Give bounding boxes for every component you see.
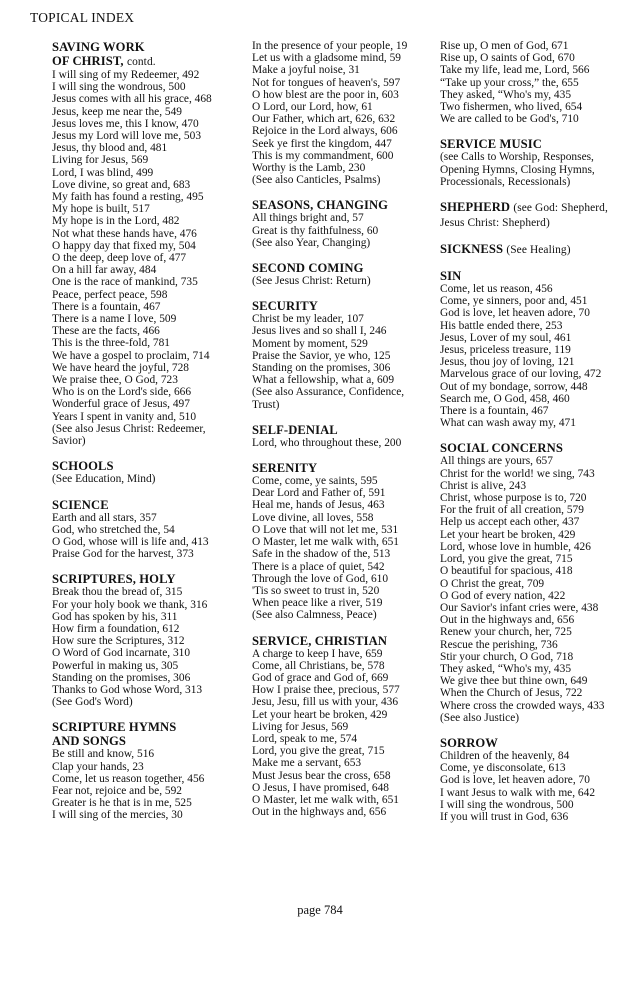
index-entry: Christ be my leader, 107 (252, 313, 364, 326)
index-entry: Great is thy faithfulness, 60 (252, 224, 379, 237)
index-section (52, 40, 240, 447)
index-entry: Living for Jesus, 569 (252, 720, 349, 733)
index-section (252, 40, 428, 186)
index-entry: Our Father, which art, 626, 632 (252, 113, 396, 126)
index-entry: What can wash away my, 471 (440, 417, 576, 430)
index-entry: My hope is in the Lord, 482 (52, 215, 180, 228)
index-column-1 (52, 40, 240, 835)
section-heading (252, 634, 428, 648)
index-entry: We have heard the joyful, 728 (52, 361, 189, 374)
index-entry: Lord, speak to me, 574 (252, 732, 358, 745)
index-entry: Come, ye sinners, poor and, 451 (440, 295, 588, 308)
index-entry: Rise up, O men of God, 671 (440, 40, 569, 52)
heading-text: SCHOOLS (52, 459, 114, 474)
index-entry: O beautiful for spacious, 418 (440, 565, 573, 578)
index-entry: Let your heart be broken, 429 (252, 708, 388, 721)
index-entry: Earth and all stars, 357 (52, 511, 157, 524)
index-entry: Greater is he that is in me, 525 (52, 797, 192, 810)
index-entry: Come, come, ye saints, 595 (252, 475, 378, 488)
heading-cross-reference: (See Healing) (506, 244, 571, 257)
index-entry: I will sing the wondrous, 500 (440, 798, 574, 811)
section-heading (252, 261, 428, 275)
heading-text: OF CHRIST, (52, 54, 124, 68)
index-entry: Jesus lives and so shall I, 246 (252, 325, 387, 338)
index-section (440, 200, 626, 230)
index-entry: My hope is built, 517 (52, 203, 150, 216)
heading-text: SECOND COMING (252, 261, 364, 276)
heading-text: SCRIPTURE HYMNS (52, 720, 177, 735)
index-entry: Take my life, lead me, Lord, 566 (440, 64, 590, 77)
index-section (52, 498, 240, 561)
index-entry: Christ, whose purpose is to, 720 (440, 492, 587, 505)
index-entry: My faith has found a resting, 495 (52, 191, 204, 204)
index-entry: Fear not, rejoice and be, 592 (52, 784, 182, 797)
index-entry: When peace like a river, 519 (252, 597, 383, 610)
heading-text: SIN (440, 269, 462, 284)
index-entry: Heal me, hands of Jesus, 463 (252, 499, 385, 512)
page-title: TOPICAL INDEX (30, 10, 135, 25)
index-entry: For your holy book we thank, 316 (52, 598, 208, 611)
index-entry: Jesus, Lover of my soul, 461 (440, 331, 572, 344)
index-entry: I will sing of my Redeemer, 492 (52, 69, 200, 81)
heading-text: SCRIPTURES, HOLY (52, 572, 176, 587)
index-entry: (See Education, Mind) (52, 473, 156, 486)
index-section (252, 261, 428, 287)
heading-text: SOCIAL CONCERNS (440, 441, 563, 456)
index-entry: Rise up, O saints of God, 670 (440, 52, 575, 65)
index-entry: Come, all Christians, be, 578 (252, 659, 385, 672)
index-section (440, 40, 626, 125)
index-entry: “Take up your cross,” the, 655 (440, 76, 579, 89)
index-column-2 (252, 40, 428, 835)
index-section (252, 423, 428, 449)
index-section (252, 198, 428, 249)
section-heading (52, 459, 240, 473)
heading-text: SICKNESS (440, 242, 504, 257)
index-entry: O happy day that fixed my, 504 (52, 239, 196, 252)
index-entry: Dear Lord and Father of, 591 (252, 487, 386, 500)
index-entry: A charge to keep I have, 659 (252, 647, 383, 660)
index-section (440, 441, 626, 723)
index-entry: God is love, let heaven adore, 70 (440, 307, 590, 320)
index-entry: (See also Assurance, Confidence, Trust) (252, 386, 405, 411)
index-entry: O Jesus, I have promised, 648 (252, 781, 389, 794)
index-entry: I will sing the wondrous, 500 (52, 81, 186, 94)
index-entry: Years I spent in vanity and, 510 (52, 410, 197, 423)
index-entry: Moment by moment, 529 (252, 337, 368, 350)
index-entry: O Christ the great, 709 (440, 577, 545, 590)
index-section (52, 720, 240, 821)
index-entry: We are called to be God's, 710 (440, 113, 579, 126)
index-entry: All things bright and, 57 (252, 212, 364, 225)
index-entry: We have a gospel to proclaim, 714 (52, 349, 210, 362)
index-entry: (See also Year, Changing) (252, 236, 371, 249)
index-entry: Make me a servant, 653 (252, 757, 362, 770)
index-entry: Jesus, thou joy of loving, 121 (440, 356, 575, 369)
index-entry: One is the race of mankind, 735 (52, 276, 198, 289)
index-entry: On a hill far away, 484 (52, 264, 157, 277)
index-entry: Standing on the promises, 306 (52, 671, 191, 684)
index-entry: Who is on the Lord's side, 666 (52, 386, 192, 399)
index-entry: How I praise thee, precious, 577 (252, 684, 400, 697)
heading-text: SERENITY (252, 461, 318, 476)
section-heading (52, 40, 240, 69)
index-entry: Lord, you give the great, 715 (252, 745, 385, 758)
index-entry: Jesus comes with all his grace, 468 (52, 93, 212, 106)
index-entry: (See also Jesus Christ: Redeemer, Savior) (52, 422, 206, 448)
section-heading (440, 137, 626, 151)
section-heading (252, 461, 428, 475)
index-entry: Out in the highways and, 656 (252, 806, 387, 819)
index-entry: There is a fountain, 467 (440, 405, 549, 418)
index-entry: Clap your hands, 23 (52, 760, 144, 773)
index-entry: Stir your church, O God, 718 (440, 650, 574, 663)
index-entry: Love divine, all loves, 558 (252, 511, 374, 524)
index-columns (52, 40, 626, 835)
index-entry: Christ for the world! we sing, 743 (440, 467, 595, 480)
index-entry: These are the facts, 466 (52, 325, 160, 338)
index-entry: Jesus my Lord will love me, 503 (52, 130, 202, 143)
index-entry: Must Jesus bear the cross, 658 (252, 769, 391, 782)
heading-text: SERVICE, CHRISTIAN (252, 633, 388, 648)
index-entry: O Master, let me walk with, 651 (252, 536, 399, 549)
index-entry: Powerful in making us, 305 (52, 659, 179, 672)
section-heading (52, 720, 240, 748)
index-entry: Let us with a gladsome mind, 59 (252, 52, 402, 65)
index-entry: Christ is alive, 243 (440, 479, 527, 492)
index-entry: They asked, “Who's my, 435 (440, 88, 572, 101)
index-entry: When the Church of Jesus, 722 (440, 687, 583, 700)
index-entry: Let your heart be broken, 429 (440, 528, 576, 541)
index-entry: O God, whose will is life and, 413 (52, 535, 209, 548)
index-entry: Jesus, thy blood and, 481 (52, 142, 168, 155)
index-entry: They asked, “Who's my, 435 (440, 662, 572, 675)
heading-text: AND SONGS (52, 734, 127, 749)
index-section (440, 242, 626, 257)
index-entry: Be still and know, 516 (52, 748, 155, 761)
section-heading (440, 736, 626, 750)
index-entry: For the fruit of all creation, 579 (440, 504, 584, 517)
section-heading (52, 498, 240, 512)
index-entry: O the deep, deep love of, 477 (52, 252, 187, 265)
index-entry: O Lord, our Lord, how, 61 (252, 101, 373, 114)
index-entry: How firm a foundation, 612 (52, 622, 180, 635)
heading-text: SECURITY (252, 299, 318, 314)
heading-continued: contd. (126, 56, 156, 68)
index-entry: O how blest are the poor in, 603 (252, 88, 399, 101)
index-entry: Praise the Savior, ye who, 125 (252, 349, 391, 362)
index-entry: (see Calls to Worship, Responses, Opening Hymns, Closing Hymns, Processionals, Recessionals) (440, 151, 595, 188)
section-heading (440, 269, 626, 283)
index-entry: Children of the heavenly, 84 (440, 749, 570, 762)
index-entry: In the presence of your people, 19 (252, 40, 408, 52)
index-entry: Lord, who throughout these, 200 (252, 436, 402, 449)
index-entry: There is a name I love, 509 (52, 313, 177, 326)
index-entry: Thanks to God whose Word, 313 (52, 683, 203, 696)
index-entry: Help us accept each other, 437 (440, 516, 580, 529)
index-entry: Lord, I was blind, 499 (52, 166, 154, 179)
index-entry: Lord, you give the great, 715 (440, 553, 573, 566)
index-entry: If you will trust in God, 636 (440, 810, 569, 823)
heading-text: SHEPHERD (440, 200, 511, 215)
index-column-3 (440, 40, 626, 835)
page-number: page 784 (297, 903, 343, 917)
index-entry: Living for Jesus, 569 (52, 154, 149, 167)
index-entry: Out in the highways and, 656 (440, 614, 575, 627)
index-entry: We give thee but thine own, 649 (440, 675, 588, 688)
index-entry: 'Tis so sweet to trust in, 520 (252, 584, 380, 597)
index-entry: Rejoice in the Lord always, 606 (252, 125, 398, 138)
section-heading (252, 299, 428, 313)
index-entry: Jesus, priceless treasure, 119 (440, 344, 571, 357)
index-entry: Out of my bondage, sorrow, 448 (440, 380, 588, 393)
index-entry: There is a fountain, 467 (52, 300, 161, 313)
heading-text: SEASONS, CHANGING (252, 198, 389, 213)
section-heading (52, 572, 240, 586)
index-entry: Standing on the promises, 306 (252, 362, 391, 375)
heading-text: SCIENCE (52, 497, 109, 512)
index-entry: Come, ye disconsolate, 613 (440, 762, 566, 775)
index-entry: Love divine, so great and, 683 (52, 178, 191, 191)
index-entry: Break thou the bread of, 315 (52, 586, 183, 599)
index-entry: Search me, O God, 458, 460 (440, 392, 570, 405)
index-entry: O Love that will not let me, 531 (252, 523, 399, 536)
section-heading (440, 242, 626, 257)
index-section (252, 299, 428, 411)
index-entry: Come, let us reason together, 456 (52, 772, 205, 785)
index-entry: Two fishermen, who lived, 654 (440, 101, 583, 114)
index-entry: O God of every nation, 422 (440, 589, 566, 602)
index-entry: Wonderful grace of Jesus, 497 (52, 398, 190, 411)
index-entry: All things are yours, 657 (440, 455, 553, 468)
section-heading (252, 198, 428, 212)
index-entry: O Master, let me walk with, 651 (252, 793, 399, 806)
section-heading (440, 200, 626, 230)
index-entry: Lord, whose love in humble, 426 (440, 540, 591, 553)
index-entry: Make a joyful noise, 31 (252, 64, 360, 77)
index-entry: Come, let us reason, 456 (440, 283, 553, 296)
index-entry: Not what these hands have, 476 (52, 227, 197, 240)
index-entry: Seek ye first the kingdom, 447 (252, 137, 392, 150)
index-entry: God is love, let heaven adore, 70 (440, 774, 590, 787)
index-entry: (See also Canticles, Psalms) (252, 174, 381, 187)
index-entry: Not for tongues of heaven's, 597 (252, 76, 401, 89)
index-entry: Peace, perfect peace, 598 (52, 288, 168, 301)
index-entry: I will sing of the mercies, 30 (52, 809, 183, 822)
index-entry: Worthy is the Lamb, 230 (252, 162, 366, 175)
index-entry: Jesu, Jesu, fill us with your, 436 (252, 696, 399, 709)
heading-text: SELF-DENIAL (252, 422, 338, 437)
index-entry: (See Jesus Christ: Return) (252, 275, 371, 288)
index-section (440, 736, 626, 823)
index-entry: (See God's Word) (52, 696, 133, 709)
index-section (52, 572, 240, 708)
index-section (440, 137, 626, 188)
index-entry: O Word of God incarnate, 310 (52, 647, 191, 660)
index-entry: God has spoken by his, 311 (52, 610, 178, 623)
index-entry: His battle ended there, 253 (440, 319, 563, 332)
heading-cross-reference: (see God: Shepherd, Jesus Christ: Shepherd) (440, 202, 608, 230)
section-heading (252, 423, 428, 437)
index-entry: Rescue the perishing, 736 (440, 638, 558, 651)
index-entry: What a fellowship, what a, 609 (252, 374, 395, 387)
section-heading (440, 441, 626, 455)
index-entry: Renew your church, her, 725 (440, 626, 572, 639)
index-section (252, 461, 428, 621)
index-entry: How sure the Scriptures, 312 (52, 635, 185, 648)
index-entry: Jesus, keep me near the, 549 (52, 105, 183, 118)
index-entry: Through the love of God, 610 (252, 572, 389, 585)
index-entry: This is the three-fold, 781 (52, 337, 170, 350)
index-entry: There is a place of quiet, 542 (252, 560, 385, 573)
heading-text: SORROW (440, 735, 498, 750)
index-entry: Marvelous grace of our loving, 472 (440, 368, 602, 381)
index-entry: God of grace and God of, 669 (252, 671, 389, 684)
index-entry: Jesus loves me, this I know, 470 (52, 117, 199, 130)
index-entry: I want Jesus to walk with me, 642 (440, 786, 596, 799)
index-section (252, 634, 428, 819)
index-section (52, 459, 240, 485)
index-entry: (See also Calmness, Peace) (252, 609, 377, 622)
index-entry: We praise thee, O God, 723 (52, 374, 178, 387)
heading-text: SAVING WORK (52, 40, 145, 54)
index-entry: Where cross the crowded ways, 433 (440, 699, 605, 712)
index-entry: Safe in the shadow of the, 513 (252, 548, 391, 561)
index-entry: (See also Justice) (440, 711, 520, 724)
heading-text: SERVICE MUSIC (440, 137, 542, 152)
index-entry: Our Savior's infant cries were, 438 (440, 601, 599, 614)
index-entry: This is my commandment, 600 (252, 149, 394, 162)
index-entry: God, who stretched the, 54 (52, 523, 175, 536)
index-section (440, 269, 626, 429)
index-entry: Praise God for the harvest, 373 (52, 548, 194, 561)
